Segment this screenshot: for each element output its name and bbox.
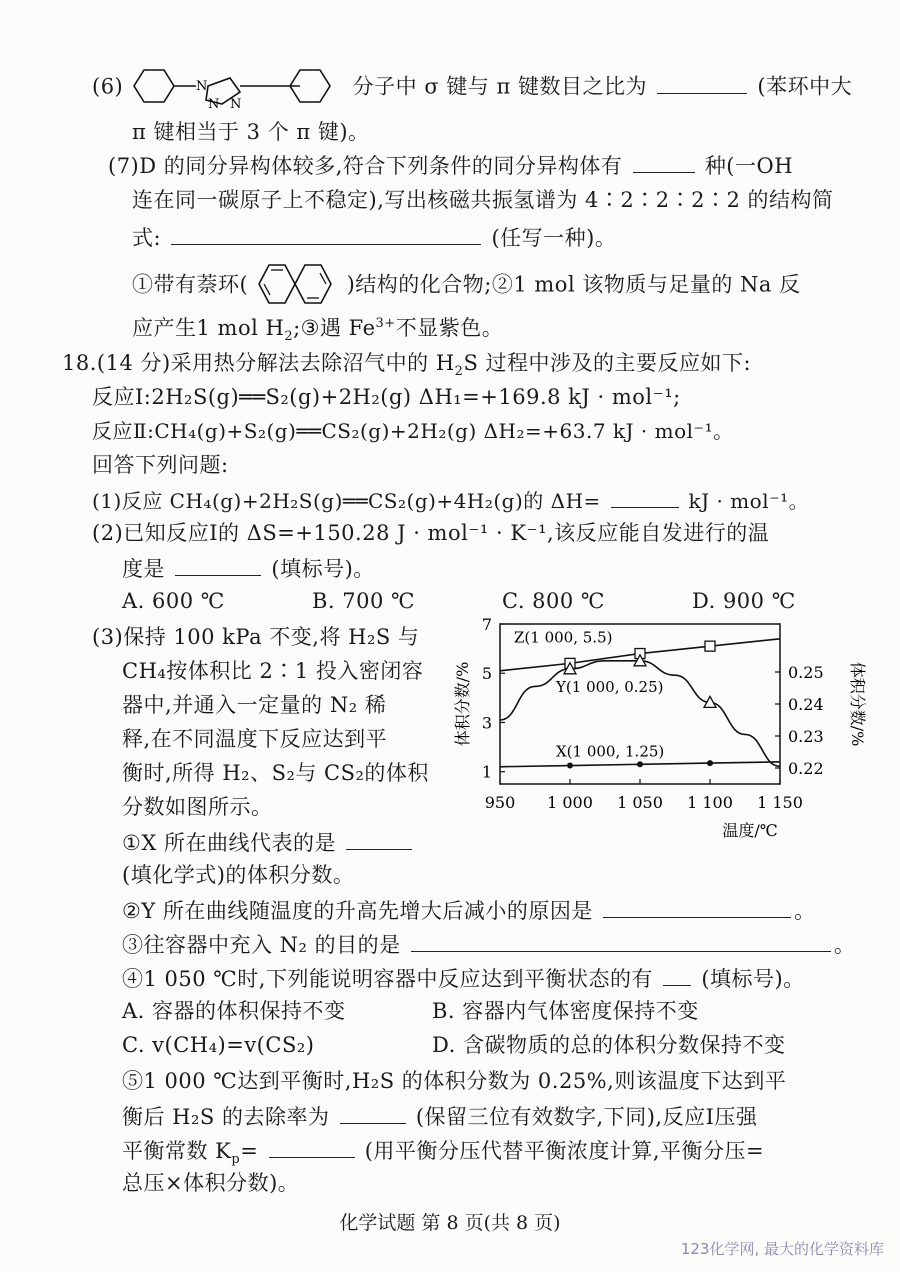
data-point-x bbox=[567, 763, 573, 769]
q18-option-b: B. 700 ℃ bbox=[312, 589, 416, 613]
q6-answer-blank[interactable] bbox=[657, 71, 747, 94]
q6-sigma: σ bbox=[424, 74, 440, 99]
y-left-tick-label: 3 bbox=[481, 713, 492, 733]
naphthalene-svg bbox=[255, 262, 339, 306]
q7-cond2-sub: 2 bbox=[284, 329, 294, 345]
q7-cond2-text-b: ;③遇 Fe bbox=[293, 316, 376, 340]
q7-line2: 连在同一碳原子上不稳定),写出核磁共振氢谱为 4∶2∶2∶2∶2 的结构简 bbox=[132, 188, 834, 212]
q18-part2-line1: (2)已知反应Ⅰ的 ΔS=+150.28 J · mol⁻¹ · K⁻¹,该反应能自发进行的温 bbox=[92, 521, 770, 545]
q7-line3-end: (任写一种)。 bbox=[491, 226, 617, 250]
x-tick-label: 1 150 bbox=[757, 793, 803, 812]
q7-line1-end: 种(一OH bbox=[704, 154, 794, 178]
q18-part1-unit: kJ · mol⁻¹。 bbox=[688, 489, 810, 513]
q18-reaction-2: 反应Ⅱ:CH₄(g)+S₂(g)══CS₂(g)+2H₂(g) ΔH₂=+63.7 kJ · mol⁻¹。 bbox=[92, 419, 734, 443]
x-tick-label: 950 bbox=[484, 793, 516, 812]
q18-answer-prompt: 回答下列问题: bbox=[92, 453, 229, 477]
q6-pi: π bbox=[496, 74, 511, 99]
q18-option-c: C. 800 ℃ bbox=[502, 589, 605, 613]
x-axis-label: 温度/℃ bbox=[722, 821, 778, 840]
q6-text-c: 键数目之比为 bbox=[518, 74, 648, 99]
annotation-z: Z(1 000, 5.5) bbox=[514, 628, 613, 647]
q18-part2-line2 bbox=[122, 553, 375, 583]
q18-part3-line4: 释,在不同温度下反应达到平 bbox=[122, 727, 388, 751]
y-right-tick-label: 0.24 bbox=[788, 695, 824, 714]
q18-sub5-kp-blank[interactable] bbox=[269, 1135, 355, 1158]
q18-heading bbox=[62, 349, 752, 380]
annotation-x: X(1 000, 1.25) bbox=[556, 742, 665, 761]
q18-sub3 bbox=[122, 929, 855, 959]
q18-part3-line1: (3)保持 100 kPa 不变,将 H₂S 与 bbox=[92, 625, 420, 649]
q18-sub5-line3 bbox=[122, 1135, 765, 1168]
q7-cond2-text-a: 应产生1 mol H bbox=[132, 316, 285, 340]
q18-sub3-blank[interactable] bbox=[411, 929, 831, 952]
triazole-n3: N bbox=[230, 97, 243, 108]
y-left-tick-label: 5 bbox=[481, 664, 492, 684]
q18-sub4-option-b: B. 容器内气体密度保持不变 bbox=[432, 999, 699, 1023]
q18-sub5-text-a: 衡后 H₂S 的去除率为 bbox=[122, 1105, 330, 1129]
q7-cond2-sup: 3+ bbox=[375, 316, 396, 331]
q18-sub5-eq: = bbox=[240, 1139, 259, 1163]
q18-heading-sub: 2 bbox=[454, 364, 464, 380]
q18-sub5-line2 bbox=[122, 1101, 757, 1131]
q18-sub2 bbox=[122, 895, 816, 925]
q18-reaction-1: 反应Ⅰ:2H₂S(g)══S₂(g)+2H₂(g) ΔH₁=+169.8 kJ · mol⁻¹; bbox=[92, 385, 681, 409]
y-right-tick-label: 0.22 bbox=[788, 759, 824, 778]
q18-sub2-text: ②Y 所在曲线随温度的升高先增大后减小的原因是 bbox=[122, 899, 593, 923]
data-point-z bbox=[705, 641, 715, 651]
q18-part2-end: (填标号)。 bbox=[271, 557, 375, 581]
x-tick-label: 1 000 bbox=[547, 793, 593, 812]
q18-sub1-blank[interactable] bbox=[346, 827, 412, 850]
q18-sub5-text-b: (保留三位有效数字,下同),反应Ⅰ压强 bbox=[415, 1105, 758, 1129]
q7-line3 bbox=[132, 222, 616, 252]
q7-cond2 bbox=[132, 314, 504, 345]
q7-cond1 bbox=[132, 264, 801, 308]
q18-sub5-line4: 总压×体积分数)。 bbox=[122, 1171, 300, 1195]
x-tick-label: 1 050 bbox=[617, 793, 663, 812]
volume-fraction-chart bbox=[450, 610, 870, 870]
y-right-tick-label: 0.25 bbox=[788, 663, 824, 682]
q18-sub5-kp-sub: p bbox=[231, 1152, 241, 1168]
y-left-axis-label: 体积分数/% bbox=[453, 661, 472, 747]
q18-part3-line2: CH₄按体积比 2∶1 投入密闭容 bbox=[122, 659, 424, 683]
q18-sub4-option-d: D. 含碳物质的总的体积分数保持不变 bbox=[432, 1033, 786, 1057]
q7-line3-text: 式: bbox=[132, 226, 162, 250]
chart-svg bbox=[450, 610, 870, 870]
q7-structure-blank[interactable] bbox=[171, 222, 481, 245]
q18-sub2-end: 。 bbox=[794, 899, 816, 923]
q18-part3-line6: 分数如图所示。 bbox=[122, 795, 273, 819]
q18-sub1 bbox=[122, 827, 415, 857]
triazole-molecule-svg bbox=[130, 64, 345, 108]
q18-part2-text: 度是 bbox=[122, 557, 165, 581]
q6-text-b: 键与 bbox=[446, 74, 490, 99]
triazole-n2: N bbox=[208, 97, 221, 108]
q18-sub4-blank[interactable] bbox=[663, 963, 691, 986]
q6-text-a: 分子中 bbox=[352, 74, 418, 99]
q18-sub1-text: ①X 所在曲线代表的是 bbox=[122, 831, 336, 855]
q18-sub3-text: ③往容器中充入 N₂ 的目的是 bbox=[122, 933, 401, 957]
q18-part1-blank[interactable] bbox=[611, 485, 679, 508]
q18-sub4-end: (填标号)。 bbox=[701, 967, 805, 991]
y-left-tick-label: 1 bbox=[481, 762, 492, 782]
q18-part3-line3: 器中,并通入一定量的 N₂ 稀 bbox=[122, 693, 387, 717]
q18-sub5-text-c: (用平衡分压代替平衡浓度计算,平衡分压= bbox=[364, 1139, 765, 1163]
q7-count-blank[interactable] bbox=[633, 150, 695, 173]
q18-part1 bbox=[92, 485, 809, 515]
q18-part2-blank[interactable] bbox=[175, 553, 261, 576]
q6-line2: π 键相当于 3 个 π 键)。 bbox=[132, 120, 370, 144]
q7-line1 bbox=[108, 150, 793, 180]
q7-cond2-text-c: 不显紫色。 bbox=[395, 316, 504, 340]
q18-heading-a: 18.(14 分)采用热分解法去除沼气中的 H bbox=[62, 351, 455, 375]
data-point-x bbox=[637, 761, 643, 767]
q18-sub4-option-c: C. v(CH₄)=v(CS₂) bbox=[122, 1033, 315, 1057]
q18-sub2-blank[interactable] bbox=[603, 895, 791, 918]
q18-sub4 bbox=[122, 963, 805, 993]
q18-sub1-line2: (填化学式)的体积分数。 bbox=[122, 863, 355, 887]
q18-sub3-end: 。 bbox=[833, 933, 856, 957]
x-tick-label: 1 100 bbox=[687, 793, 733, 812]
q18-heading-b: S 过程中涉及的主要反应如下: bbox=[463, 351, 752, 375]
q7-cond1-text-b: )结构的化合物;②1 mol 该物质与足量的 Na 反 bbox=[346, 272, 801, 297]
annotation-y: Y(1 000, 0.25) bbox=[556, 678, 664, 697]
y-right-axis-label: 体积分数/% bbox=[848, 661, 867, 747]
triazole-molecule-structure bbox=[130, 64, 345, 108]
q18-option-d: D. 900 ℃ bbox=[692, 589, 796, 613]
q6-number: (6) bbox=[92, 74, 124, 99]
watermark: 123化学网, 最大的化学资料库 bbox=[680, 1240, 884, 1258]
q18-sub5-line1: ⑤1 000 ℃达到平衡时,H₂S 的体积分数为 0.25%,则该温度下达到平 bbox=[122, 1069, 787, 1093]
q18-sub4-option-a: A. 容器的体积保持不变 bbox=[122, 999, 346, 1023]
q18-sub4-text: ④1 050 ℃时,下列能说明容器中反应达到平衡状态的有 bbox=[122, 967, 653, 991]
y-right-tick-label: 0.23 bbox=[788, 727, 824, 746]
q18-sub5-kp: 平衡常数 K bbox=[122, 1139, 232, 1163]
y-left-tick-label: 7 bbox=[481, 615, 492, 634]
q18-option-a: A. 600 ℃ bbox=[122, 589, 225, 613]
q6-text-d: (苯环中大 bbox=[757, 74, 853, 99]
data-point-x bbox=[707, 760, 713, 766]
q7-line1-text: (7)D 的同分异构体较多,符合下列条件的同分异构体有 bbox=[108, 154, 623, 178]
q7-cond1-text: ①带有萘环( bbox=[132, 272, 249, 297]
q18-part3-line5: 衡时,所得 H₂、S₂与 CS₂的体积 bbox=[122, 761, 429, 785]
q18-sub5-removal-blank[interactable] bbox=[340, 1101, 406, 1124]
triazole-n1: N bbox=[196, 79, 209, 94]
q18-part1-text: (1)反应 CH₄(g)+2H₂S(g)══CS₂(g)+4H₂(g)的 ΔH= bbox=[92, 489, 601, 513]
q6-line1 bbox=[92, 66, 852, 110]
naphthalene-structure bbox=[255, 262, 339, 306]
page-footer: 化学试题 第 8 页(共 8 页) bbox=[339, 1212, 561, 1234]
